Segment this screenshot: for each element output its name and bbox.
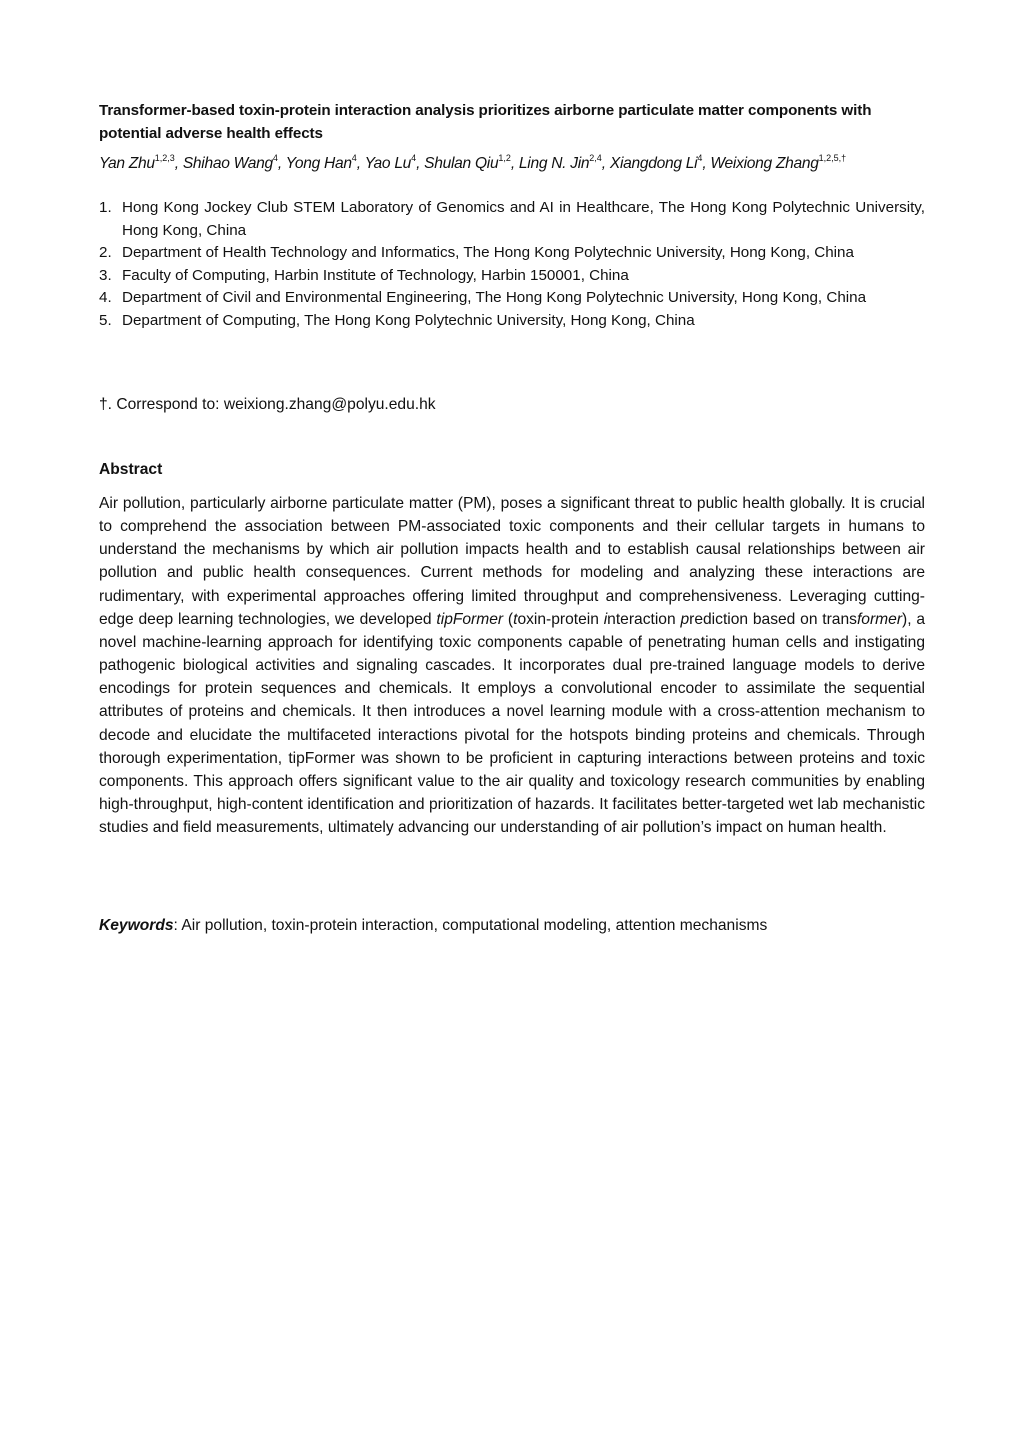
affiliation-number: 4. [99,289,112,306]
author-name: Xiangdong Li [609,155,698,172]
abstract-emphasis: former [856,610,903,628]
abstract-text: oxin-protein [517,610,604,628]
abstract-text: ( [503,610,514,628]
affiliation-number: 3. [99,266,112,284]
keywords-label: Keywords [99,917,174,934]
abstract-text: rediction based on trans [689,610,857,628]
affiliation-item [99,310,925,333]
author-list: Yan Zhu$^{1,2,3}$, Shihao Wang$^4$, Yong Han$^4$, Yao Lu$^4$, Shulan Qiu$^{1,2}$, Ling N. Jin$^{2,4}$, Xiangdong Li$^4$, Weixiong Zhang$^{1,2,5,\dagger}$ [99,153,847,172]
abstract-emphasis: tipFormer [436,610,504,628]
abstract-emphasis: t [513,610,518,628]
author-name: Ling N. Jin [518,155,590,172]
author-affiliation-marker: 4 [272,153,278,163]
abstract-emphasis: i [603,610,608,628]
abstract-text: ), a novel machine-learning approach for identifying toxic components capable of penetrating human cells and instigating pathogenic biological activities and signaling cascades. It incorporates dual pre-trained language models to derive encodings for protein sequences and chemicals. It employs a convolutional encoder to assimilate the sequential attributes of proteins and chemicals. It then introduces a novel learning module with a cross-attention mechanism to decode and elucidate the multifaceted interactions pivotal for the hotspots binding proteins and chemicals. Through thorough experimentation, tipFormer was shown to be proficient in capturing interactions between proteins and toxic components. This approach offers significant value to the air quality and toxicology research communities by enabling high-throughput, high-content identification and prioritization of hazards. It facilitates better-targeted wet lab mechanistic studies and field measurements, ultimately advancing our understanding of air pollution’s impact on human health. [99,610,926,837]
author-name: Shulan Qiu [424,155,499,172]
abstract-text: Air pollution, particularly airborne particulate matter (PM), poses a significant threat to public health globally. It is crucial to comprehend the association between PM-associated toxic components and their cellular targets in humans to understand the mechanisms by which air pollution impacts health and to establish causal relationships between air pollution and public health consequences. Current methods for modeling and analyzing these interactions are rudimentary, with experimental approaches offering limited throughput and comprehensiveness. Leveraging cutting-edge deep learning technologies, we developed [99,495,925,628]
correspondence-line: †. Correspond to: weixiong.zhang@polyu.edu.hk [99,396,436,413]
affiliation-text: Department of Computing, The Hong Kong Polytechnic University, Hong Kong, China [122,311,695,329]
author-name: Yan Zhu [99,155,155,172]
affiliation-text: Hong Kong Jockey Club STEM Laboratory of Genomics and AI in Healthcare, The Hong Kong Polytechnic University, Hong Kong, China [122,199,925,239]
author-name: Yong Han [285,155,352,172]
abstract-emphasis: p [680,610,690,628]
author-affiliation-marker: 1,2 [498,153,511,163]
affiliation-number: 1. [99,199,112,216]
affiliation-text: Faculty of Computing, Harbin Institute of Technology, Harbin 150001, China [122,266,629,284]
affiliation-text: Department of Health Technology and Informatics, The Hong Kong Polytechnic University, Hong Kong, China [122,244,854,261]
affiliation-list [99,197,925,332]
author-affiliation-marker: 2,4 [589,153,602,163]
author-name: Weixiong Zhang [710,155,819,172]
keywords-text: : Air pollution, toxin-protein interaction, computational modeling, attention mechanisms [173,917,768,934]
author-affiliation-marker: 4 [411,153,417,163]
affiliation-text: Department of Civil and Environmental Engineering, The Hong Kong Polytechnic University, Hong Kong, China [122,289,867,306]
author-affiliation-marker: 4 [351,153,357,163]
affiliation-item [99,265,925,288]
affiliation-number: 2. [99,244,112,261]
author-affiliation-marker: 1,2,3 [154,153,175,163]
affiliation-item [99,287,925,310]
paper-title: Transformer-based toxin-protein interaction analysis prioritizes airborne particulate matter components with potential adverse health effects [99,102,872,142]
affiliation-item [99,197,925,242]
author-affiliation-marker: 1,2,5,† [818,153,847,163]
keywords-line [99,914,925,938]
author-name: Yao Lu [364,155,412,172]
abstract-text: nteraction [607,610,681,628]
author-affiliation-marker: 4 [697,153,703,163]
affiliation-number: 5. [99,311,112,329]
affiliation-item [99,242,925,265]
author-name: Shihao Wang [182,155,273,172]
abstract-heading: Abstract [99,461,163,478]
abstract-body [99,492,925,839]
